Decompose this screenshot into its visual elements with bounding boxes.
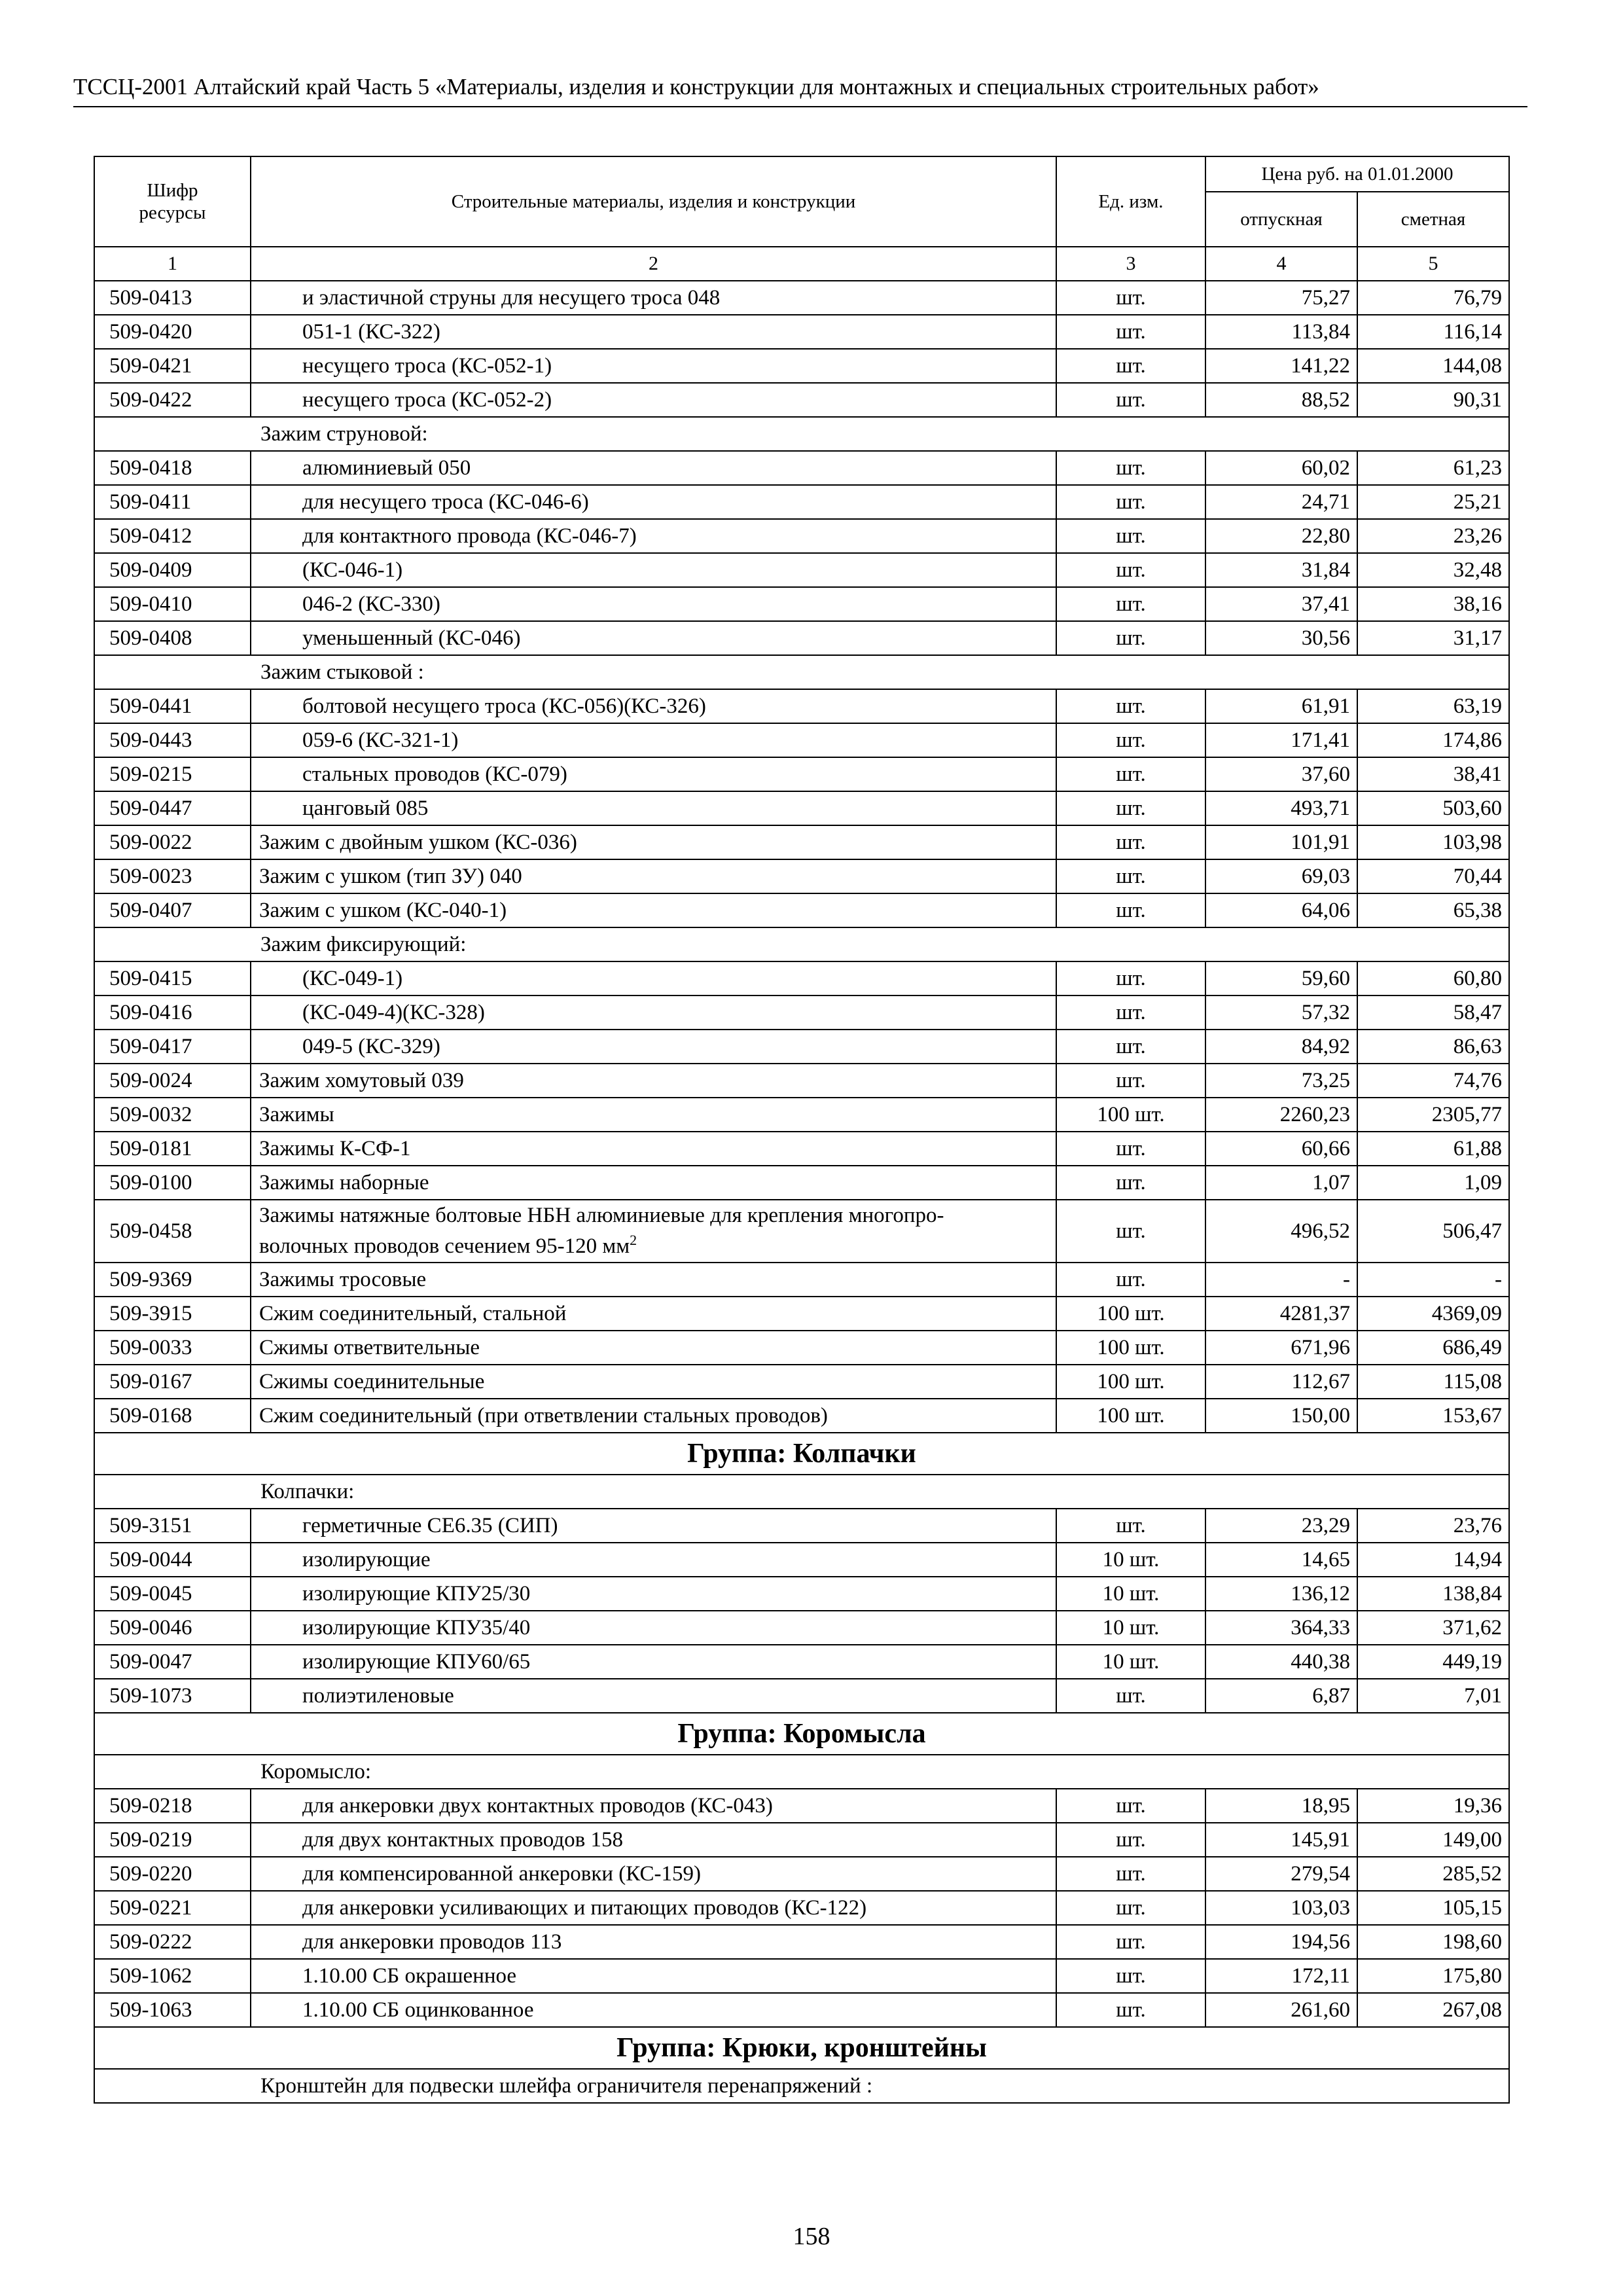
resource-code: 509-0412 [94,519,251,553]
release-price: 60,66 [1205,1132,1357,1166]
estimate-price: 686,49 [1357,1331,1509,1365]
estimate-price: 144,08 [1357,349,1509,383]
resource-code: 509-0416 [94,996,251,1030]
release-price: 145,91 [1205,1823,1357,1857]
unit-of-measure: шт. [1056,1891,1205,1925]
estimate-price: 23,26 [1357,519,1509,553]
table-row [94,689,1509,723]
unit-of-measure: шт. [1056,1679,1205,1713]
estimate-price: 115,08 [1357,1365,1509,1399]
resource-code: 509-0045 [94,1577,251,1611]
column-number: 2 [251,247,1056,281]
resource-code: 509-0022 [94,825,251,859]
resource-code: 509-0413 [94,281,251,315]
superscript: 2 [630,1232,637,1248]
resource-code: 509-0408 [94,621,251,655]
table-row [94,1331,1509,1365]
table-row [94,1543,1509,1577]
resource-code: 509-0420 [94,315,251,349]
unit-of-measure: шт. [1056,1959,1205,1993]
group-heading-row [94,1713,1509,1755]
material-name: болтовой несущего троса (КС-056)(КС-326) [251,689,1056,723]
unit-of-measure: шт. [1056,1263,1205,1297]
material-name: 1.10.00 СБ окрашенное [251,1959,1056,1993]
material-name: для анкеровки усиливающих и питающих проводов (КС-122) [251,1891,1056,1925]
release-price: 24,71 [1205,485,1357,519]
table-row [94,1645,1509,1679]
release-price: 30,56 [1205,621,1357,655]
table-row [94,1789,1509,1823]
material-name: (КС-049-1) [251,961,1056,996]
material-name: Зажимы тросовые [251,1263,1056,1297]
resource-code: 509-0415 [94,961,251,996]
unit-of-measure: 100 шт. [1056,1365,1205,1399]
unit-of-measure: шт. [1056,553,1205,587]
group-heading: Группа: Коромысла [94,1713,1509,1755]
resource-code: 509-0220 [94,1857,251,1891]
resource-code: 509-0044 [94,1543,251,1577]
page-number: 158 [793,2223,830,2250]
subheading-row [94,1475,1509,1509]
release-price: 101,91 [1205,825,1357,859]
unit-of-measure: шт. [1056,587,1205,621]
material-name: 051-1 (КС-322) [251,315,1056,349]
resource-code: 509-0410 [94,587,251,621]
estimate-price: 267,08 [1357,1993,1509,2027]
resource-code: 509-0023 [94,859,251,893]
release-price: 14,65 [1205,1543,1357,1577]
material-name: для контактного провода (КС-046-7) [251,519,1056,553]
table-row [94,996,1509,1030]
release-price: 4281,37 [1205,1297,1357,1331]
unit-of-measure: шт. [1056,859,1205,893]
unit-of-measure: 100 шт. [1056,1399,1205,1433]
table-row [94,1891,1509,1925]
resource-code: 509-0458 [94,1200,251,1263]
material-name: полиэтиленовые [251,1679,1056,1713]
table-row [94,791,1509,825]
resource-code: 509-0407 [94,893,251,927]
column-number: 4 [1205,247,1357,281]
resource-code: 509-9369 [94,1263,251,1297]
release-price: 57,32 [1205,996,1357,1030]
release-price: 18,95 [1205,1789,1357,1823]
release-price: 59,60 [1205,961,1357,996]
material-name: 1.10.00 СБ оцинкованное [251,1993,1056,2027]
table-row [94,1098,1509,1132]
resource-code: 509-0032 [94,1098,251,1132]
resource-code: 509-0443 [94,723,251,757]
release-price: 23,29 [1205,1509,1357,1543]
release-price: 2260,23 [1205,1098,1357,1132]
group-heading-row [94,1433,1509,1475]
column-number: 5 [1357,247,1509,281]
release-price: 364,33 [1205,1611,1357,1645]
col-header-name: Строительные материалы, изделия и конструкции [251,156,1056,247]
resource-code: 509-0221 [94,1891,251,1925]
material-name: Зажим с ушком (тип ЗУ) 040 [251,859,1056,893]
release-price: 493,71 [1205,791,1357,825]
resource-code: 509-1073 [94,1679,251,1713]
unit-of-measure: шт. [1056,1030,1205,1064]
material-name: алюминиевый 050 [251,451,1056,485]
group-heading: Группа: Крюки, кронштейны [94,2027,1509,2069]
subheading-label: Кронштейн для подвески шлейфа ограничителя перенапряжений : [94,2069,1509,2103]
table-row [94,1509,1509,1543]
resource-code: 509-0181 [94,1132,251,1166]
unit-of-measure: шт. [1056,996,1205,1030]
estimate-price: 25,21 [1357,485,1509,519]
unit-of-measure: шт. [1056,1993,1205,2027]
page-header: ТССЦ-2001 Алтайский край Часть 5 «Материалы, изделия и конструкции для монтажных и специальных строительных работ» [73,74,1319,99]
release-price: 112,67 [1205,1365,1357,1399]
material-name: изолирующие КПУ25/30 [251,1577,1056,1611]
estimate-price: 61,88 [1357,1132,1509,1166]
header-rule [73,106,1527,107]
material-name-line1: Зажимы натяжные болтовые НБН алюминиевые для крепления многопро- [259,1204,944,1227]
estimate-price: 449,19 [1357,1645,1509,1679]
release-price: 73,25 [1205,1064,1357,1098]
subheading-label: Зажим струновой: [94,417,1509,451]
column-number: 3 [1056,247,1205,281]
estimate-price: 70,44 [1357,859,1509,893]
material-name: несущего троса (КС-052-1) [251,349,1056,383]
col-header-code: Шифр ресурсы [94,156,251,247]
estimate-price: 23,76 [1357,1509,1509,1543]
material-name: Зажим хомутовый 039 [251,1064,1056,1098]
estimate-price: 198,60 [1357,1925,1509,1959]
release-price: 84,92 [1205,1030,1357,1064]
unit-of-measure: 10 шт. [1056,1645,1205,1679]
material-name: Сжимы соединительные [251,1365,1056,1399]
resource-code: 509-0218 [94,1789,251,1823]
release-price: - [1205,1263,1357,1297]
estimate-price: 174,86 [1357,723,1509,757]
subheading-label: Зажим стыковой : [94,655,1509,689]
release-price: 261,60 [1205,1993,1357,2027]
material-name [251,1200,1056,1263]
unit-of-measure: шт. [1056,757,1205,791]
unit-of-measure: шт. [1056,1789,1205,1823]
unit-of-measure: шт. [1056,1200,1205,1263]
release-price: 69,03 [1205,859,1357,893]
release-price: 1,07 [1205,1166,1357,1200]
release-price: 75,27 [1205,281,1357,315]
estimate-price: 38,41 [1357,757,1509,791]
release-price: 6,87 [1205,1679,1357,1713]
table-row [94,621,1509,655]
resource-code: 509-0219 [94,1823,251,1857]
table-row [94,1365,1509,1399]
release-price: 103,03 [1205,1891,1357,1925]
release-price: 171,41 [1205,723,1357,757]
subheading-row [94,417,1509,451]
estimate-price: 4369,09 [1357,1297,1509,1331]
table-row [94,1993,1509,2027]
estimate-price: 138,84 [1357,1577,1509,1611]
release-price: 172,11 [1205,1959,1357,1993]
unit-of-measure: шт. [1056,1132,1205,1166]
estimate-price: 1,09 [1357,1166,1509,1200]
release-price: 440,38 [1205,1645,1357,1679]
table-row [94,519,1509,553]
resource-code: 509-0421 [94,349,251,383]
unit-of-measure: шт. [1056,1166,1205,1200]
price-table-wrapper [94,156,1508,2104]
estimate-price: 61,23 [1357,451,1509,485]
resource-code: 509-3915 [94,1297,251,1331]
column-number: 1 [94,247,251,281]
release-price: 61,91 [1205,689,1357,723]
unit-of-measure: шт. [1056,1064,1205,1098]
material-name: изолирующие [251,1543,1056,1577]
unit-of-measure: шт. [1056,961,1205,996]
estimate-price: 38,16 [1357,587,1509,621]
material-name: (КС-046-1) [251,553,1056,587]
table-row [94,349,1509,383]
table-row [94,1925,1509,1959]
col-header-price-group: Цена руб. на 01.01.2000 [1205,156,1509,192]
material-name: для компенсированной анкеровки (КС-159) [251,1857,1056,1891]
unit-of-measure: шт. [1056,519,1205,553]
table-row [94,315,1509,349]
material-name: Сжим соединительный (при ответвлении стальных проводов) [251,1399,1056,1433]
resource-code: 509-0168 [94,1399,251,1433]
material-name-line2: волочных проводов сечением 95-120 мм [259,1234,630,1258]
estimate-price: 149,00 [1357,1823,1509,1857]
estimate-price: 74,76 [1357,1064,1509,1098]
table-row [94,757,1509,791]
table-body [94,281,1509,2103]
material-name: Сжимы ответвительные [251,1331,1056,1365]
estimate-price: 503,60 [1357,791,1509,825]
unit-of-measure: 100 шт. [1056,1331,1205,1365]
subheading-row [94,927,1509,961]
unit-of-measure: 10 шт. [1056,1543,1205,1577]
unit-of-measure: 100 шт. [1056,1297,1205,1331]
material-name: и эластичной струны для несущего троса 048 [251,281,1056,315]
material-name: уменьшенный (КС-046) [251,621,1056,655]
unit-of-measure: 10 шт. [1056,1577,1205,1611]
material-name: Зажимы К-СФ-1 [251,1132,1056,1166]
table-row [94,1679,1509,1713]
estimate-price: 65,38 [1357,893,1509,927]
table-row [94,723,1509,757]
estimate-price: 371,62 [1357,1611,1509,1645]
group-heading: Группа: Колпачки [94,1433,1509,1475]
unit-of-measure: шт. [1056,1509,1205,1543]
table-row [94,1166,1509,1200]
resource-code: 509-0418 [94,451,251,485]
resource-code: 509-0215 [94,757,251,791]
table-row [94,485,1509,519]
estimate-price: 90,31 [1357,383,1509,417]
table-row [94,1577,1509,1611]
column-number-row [94,247,1509,281]
unit-of-measure: шт. [1056,689,1205,723]
unit-of-measure: 100 шт. [1056,1098,1205,1132]
unit-of-measure: шт. [1056,451,1205,485]
release-price: 60,02 [1205,451,1357,485]
unit-of-measure: 10 шт. [1056,1611,1205,1645]
table-row [94,1263,1509,1297]
table-row [94,1857,1509,1891]
subheading-label: Зажим фиксирующий: [94,927,1509,961]
col-header-release-price: отпускная [1205,192,1357,247]
unit-of-measure: шт. [1056,349,1205,383]
resource-code: 509-3151 [94,1509,251,1543]
resource-code: 509-0100 [94,1166,251,1200]
table-row [94,1132,1509,1166]
material-name: Зажимы наборные [251,1166,1056,1200]
unit-of-measure: шт. [1056,1925,1205,1959]
resource-code: 509-0447 [94,791,251,825]
unit-of-measure: шт. [1056,1823,1205,1857]
table-row [94,281,1509,315]
release-price: 113,84 [1205,315,1357,349]
release-price: 194,56 [1205,1925,1357,1959]
material-name: для несущего троса (КС-046-6) [251,485,1056,519]
unit-of-measure: шт. [1056,281,1205,315]
estimate-price: 103,98 [1357,825,1509,859]
table-row [94,961,1509,996]
release-price: 150,00 [1205,1399,1357,1433]
unit-of-measure: шт. [1056,791,1205,825]
col-header-unit: Ед. изм. [1056,156,1205,247]
release-price: 279,54 [1205,1857,1357,1891]
estimate-price: 76,79 [1357,281,1509,315]
unit-of-measure: шт. [1056,383,1205,417]
estimate-price: 285,52 [1357,1857,1509,1891]
unit-of-measure: шт. [1056,825,1205,859]
release-price: 31,84 [1205,553,1357,587]
estimate-price: 175,80 [1357,1959,1509,1993]
estimate-price: 105,15 [1357,1891,1509,1925]
release-price: 88,52 [1205,383,1357,417]
release-price: 64,06 [1205,893,1357,927]
material-name: стальных проводов (КС-079) [251,757,1056,791]
estimate-price: 116,14 [1357,315,1509,349]
material-name: Зажим с ушком (КС-040-1) [251,893,1056,927]
release-price: 37,60 [1205,757,1357,791]
material-name: цанговый 085 [251,791,1056,825]
subheading-row [94,2069,1509,2103]
table-row [94,893,1509,927]
estimate-price: - [1357,1263,1509,1297]
table-row [94,1064,1509,1098]
release-price: 37,41 [1205,587,1357,621]
estimate-price: 7,01 [1357,1679,1509,1713]
table-row [94,1959,1509,1993]
unit-of-measure: шт. [1056,1857,1205,1891]
resource-code: 509-0441 [94,689,251,723]
subheading-label: Колпачки: [94,1475,1509,1509]
table-row [94,1611,1509,1645]
material-name: для анкеровки двух контактных проводов (КС-043) [251,1789,1056,1823]
col-header-estimate-price: сметная [1357,192,1509,247]
material-name: 049-5 (КС-329) [251,1030,1056,1064]
release-price: 22,80 [1205,519,1357,553]
unit-of-measure: шт. [1056,893,1205,927]
material-name: несущего троса (КС-052-2) [251,383,1056,417]
unit-of-measure: шт. [1056,723,1205,757]
table-row [94,451,1509,485]
subheading-row [94,655,1509,689]
estimate-price: 32,48 [1357,553,1509,587]
estimate-price: 19,36 [1357,1789,1509,1823]
table-row [94,1297,1509,1331]
release-price: 141,22 [1205,349,1357,383]
estimate-price: 63,19 [1357,689,1509,723]
material-name: Зажим с двойным ушком (КС-036) [251,825,1056,859]
resource-code: 509-0033 [94,1331,251,1365]
table-row [94,383,1509,417]
resource-code: 509-0417 [94,1030,251,1064]
table-row [94,1399,1509,1433]
material-name: 046-2 (КС-330) [251,587,1056,621]
estimate-price: 2305,77 [1357,1098,1509,1132]
resource-code: 509-0222 [94,1925,251,1959]
resource-code: 509-0024 [94,1064,251,1098]
resource-code: 509-0409 [94,553,251,587]
estimate-price: 506,47 [1357,1200,1509,1263]
unit-of-measure: шт. [1056,315,1205,349]
material-name: Сжим соединительный, стальной [251,1297,1056,1331]
release-price: 671,96 [1205,1331,1357,1365]
material-name: изолирующие КПУ35/40 [251,1611,1056,1645]
price-table [94,156,1510,2104]
table-row [94,1823,1509,1857]
table-row [94,859,1509,893]
estimate-price: 31,17 [1357,621,1509,655]
material-name: для двух контактных проводов 158 [251,1823,1056,1857]
release-price: 496,52 [1205,1200,1357,1263]
resource-code: 509-1062 [94,1959,251,1993]
table-row [94,1200,1509,1263]
resource-code: 509-0422 [94,383,251,417]
unit-of-measure: шт. [1056,485,1205,519]
material-name: герметичные СЕ6.35 (СИП) [251,1509,1056,1543]
material-name: 059-6 (КС-321-1) [251,723,1056,757]
unit-of-measure: шт. [1056,621,1205,655]
table-row [94,587,1509,621]
estimate-price: 14,94 [1357,1543,1509,1577]
resource-code: 509-0411 [94,485,251,519]
resource-code: 509-1063 [94,1993,251,2027]
estimate-price: 58,47 [1357,996,1509,1030]
table-row [94,1030,1509,1064]
group-heading-row [94,2027,1509,2069]
resource-code: 509-0047 [94,1645,251,1679]
table-row [94,825,1509,859]
release-price: 136,12 [1205,1577,1357,1611]
subheading-row [94,1755,1509,1789]
estimate-price: 60,80 [1357,961,1509,996]
material-name: (КС-049-4)(КС-328) [251,996,1056,1030]
table-row [94,553,1509,587]
subheading-label: Коромысло: [94,1755,1509,1789]
material-name: изолирующие КПУ60/65 [251,1645,1056,1679]
estimate-price: 153,67 [1357,1399,1509,1433]
resource-code: 509-0167 [94,1365,251,1399]
estimate-price: 86,63 [1357,1030,1509,1064]
material-name: для анкеровки проводов 113 [251,1925,1056,1959]
resource-code: 509-0046 [94,1611,251,1645]
material-name: Зажимы [251,1098,1056,1132]
